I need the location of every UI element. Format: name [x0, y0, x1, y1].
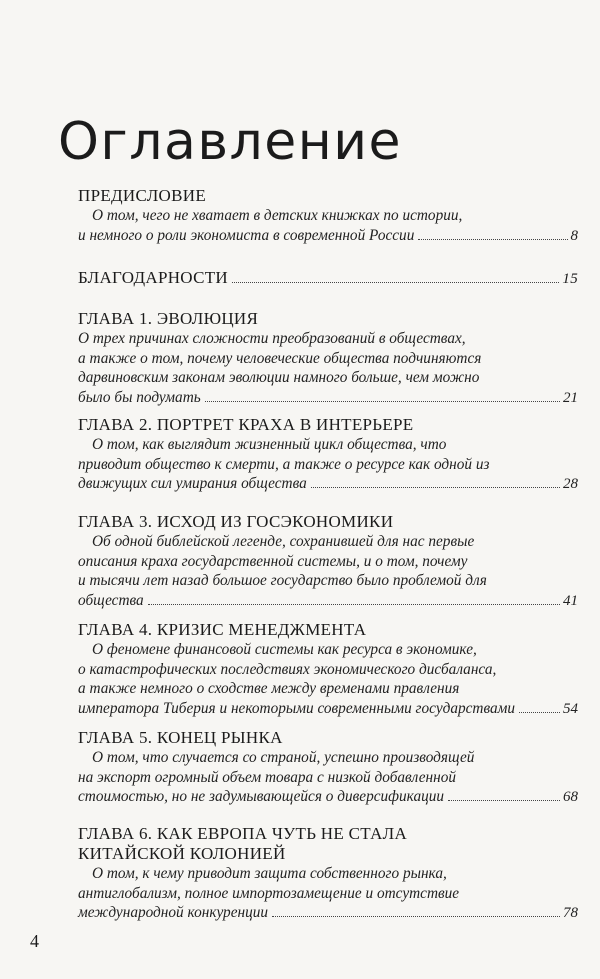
toc-entry-chapter-5[interactable] — [78, 728, 578, 808]
toc-entry-chapter-4[interactable] — [78, 620, 578, 719]
description-line: Об одной библейской легенде, сохранившей для нас первые — [92, 533, 475, 550]
page-ref: 15 — [562, 271, 578, 287]
toc-entry-preface[interactable] — [78, 186, 578, 246]
description-line: стоимостью, но не задумывающейся о диверсификации — [78, 788, 445, 806]
entry-heading: ГЛАВА 4. КРИЗИС МЕНЕДЖМЕНТА — [78, 620, 367, 639]
description-line: и тысячи лет назад большое государство было проблемой для — [78, 572, 487, 590]
toc-entry-acknowledgements[interactable] — [78, 268, 578, 289]
leader-dots — [448, 800, 560, 801]
page-ref: 8 — [570, 227, 578, 244]
leader-dots — [418, 239, 567, 240]
description-line: О феномене финансовой системы как ресурса в экономике, — [92, 641, 477, 658]
description-line: на экспорт огромный объем товара с низкой добавленной — [78, 768, 456, 786]
entry-heading: ГЛАВА 5. КОНЕЦ РЫНКА — [78, 728, 283, 747]
entry-heading: ГЛАВА 3. ИСХОД ИЗ ГОСЭКОНОМИКИ — [78, 512, 394, 531]
entry-heading-line — [78, 268, 578, 289]
description-line: а также немного о сходстве между временами правления — [78, 680, 460, 698]
leader-dots — [311, 487, 560, 488]
page-ref: 41 — [563, 592, 578, 609]
entry-description — [78, 532, 578, 611]
description-line: императора Тиберия и некоторыми современными государствами — [78, 699, 516, 717]
leader-dots — [148, 604, 560, 605]
description-line: О том, чего не хватает в детских книжках по истории, — [92, 207, 463, 224]
description-line: приводит общество к смерти, а также о ресурсе как одной из — [78, 455, 490, 473]
entry-description — [78, 748, 578, 808]
leader-dots — [205, 401, 560, 402]
page-ref: 54 — [563, 700, 578, 717]
page-ref: 68 — [563, 789, 578, 806]
description-last-line — [78, 388, 578, 409]
description-line: антиглобализм, полное импортозамещение и отсутствие — [78, 884, 460, 902]
description-line: общества — [78, 591, 144, 609]
toc-entry-chapter-3[interactable] — [78, 512, 578, 611]
leader-dots — [272, 916, 560, 917]
toc-entry-chapter-1[interactable] — [78, 309, 578, 408]
page-ref: 78 — [563, 905, 578, 922]
page-ref: 21 — [563, 389, 578, 406]
toc-entry-chapter-2[interactable] — [78, 415, 578, 495]
leader-dots — [519, 712, 560, 713]
description-last-line — [78, 591, 578, 612]
description-last-line — [78, 787, 578, 808]
description-line: а также о том, почему человеческие общества подчиняются — [78, 349, 482, 367]
entry-heading: ПРЕДИСЛОВИЕ — [78, 186, 207, 205]
description-last-line — [78, 226, 578, 247]
page-ref: 28 — [563, 476, 578, 493]
entry-description — [78, 206, 578, 246]
description-line: О том, как выглядит жизненный цикл общества, что — [92, 436, 447, 453]
entry-description — [78, 640, 578, 719]
description-line: движущих сил умирания общества — [78, 475, 307, 493]
entry-heading-continued: КИТАЙСКОЙ КОЛОНИЕЙ — [78, 844, 286, 863]
description-line: международной конкуренции — [78, 904, 269, 922]
description-line: дарвиновским законам эволюции намного больше, чем можно — [78, 369, 480, 387]
leader-dots — [232, 282, 559, 283]
description-line: было бы подумать — [78, 388, 201, 406]
description-line: О том, что случается со страной, успешно производящей — [92, 749, 475, 766]
description-line: описания краха государственной системы, и о том, почему — [78, 552, 468, 570]
description-last-line — [78, 474, 578, 495]
entry-description — [78, 435, 578, 495]
entry-description — [78, 864, 578, 924]
entry-heading: ГЛАВА 1. ЭВОЛЮЦИЯ — [78, 309, 259, 328]
description-line: о катастрофических последствиях экономического дисбаланса, — [78, 660, 497, 678]
entry-heading: БЛАГОДАРНОСТИ — [78, 268, 228, 287]
description-line: О том, к чему приводит защита собственного рынка, — [92, 865, 447, 882]
description-last-line — [78, 903, 578, 924]
description-line: О трех причинах сложности преобразований в обществах, — [78, 330, 466, 347]
description-last-line — [78, 699, 578, 720]
page-title: Оглавление — [58, 112, 403, 172]
page-number: 4 — [30, 931, 39, 951]
entry-heading: ГЛАВА 6. КАК ЕВРОПА ЧУТЬ НЕ СТАЛА — [78, 824, 408, 843]
description-line: и немного о роли экономиста в современной России — [78, 226, 415, 244]
entry-description — [78, 329, 578, 408]
toc-entry-chapter-6[interactable] — [78, 824, 578, 924]
entry-heading: ГЛАВА 2. ПОРТРЕТ КРАХА В ИНТЕРЬЕРЕ — [78, 415, 414, 434]
